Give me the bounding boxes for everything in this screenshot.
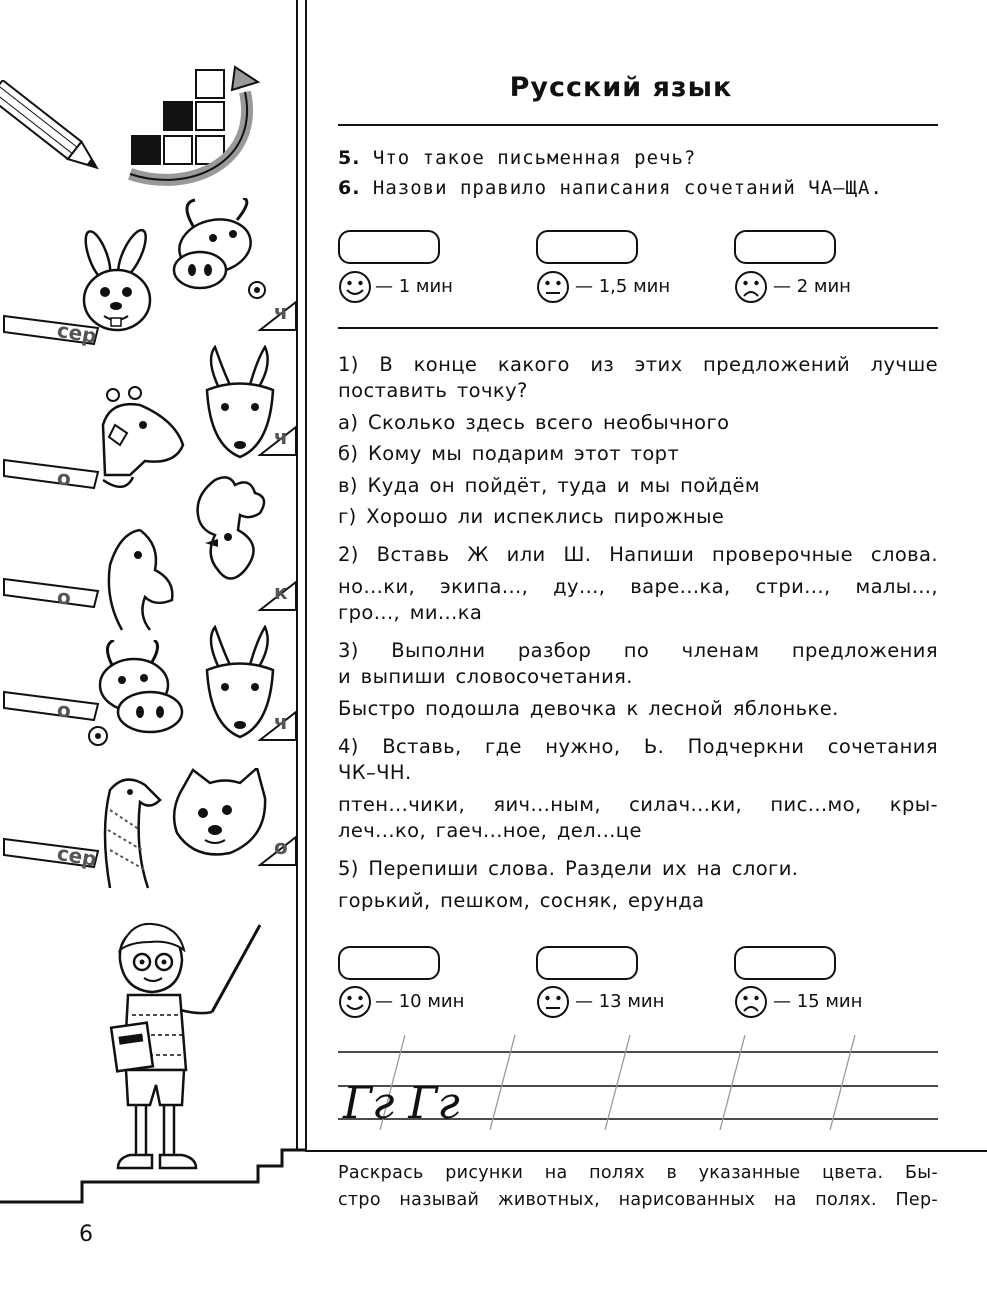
- color-tag-gray-1: [2, 312, 102, 349]
- color-tag-ch-3: [258, 710, 298, 736]
- footer-rule: [305, 1150, 987, 1152]
- task-2-question: 2) Вставь Ж или Ш. Напиши проверочные слова.: [338, 543, 938, 566]
- margin-line-outer: [296, 0, 298, 1150]
- color-tag-ch-1: [258, 300, 298, 326]
- timer-box-3[interactable]: [734, 230, 836, 264]
- ostrich-icon: [90, 770, 170, 890]
- color-tag-label: ч: [274, 300, 288, 324]
- timer-label-6: — 15 мин: [773, 991, 863, 1012]
- timer-label-5: — 13 мин: [575, 991, 665, 1012]
- timer-label-3: — 2 мин: [773, 276, 851, 297]
- timer-box-5[interactable]: [536, 946, 638, 980]
- smile-face-icon: [338, 270, 372, 304]
- color-tag-o-4: [258, 835, 298, 861]
- worksheet-content: [305, 0, 987, 1300]
- task-2-words-cont: гро..., ми...ка: [338, 601, 483, 624]
- timer-box-2[interactable]: [536, 230, 638, 264]
- smile-face-icon: [338, 985, 372, 1019]
- handwriting-sample: Гг Гг: [343, 1078, 460, 1129]
- color-tag-label: о: [57, 585, 71, 609]
- question-text: Назови правило написания сочетаний ЧА–ЩА.: [372, 177, 883, 199]
- question-number: 6.: [338, 177, 361, 199]
- timer-box-6[interactable]: [734, 946, 836, 980]
- task-1-question-cont: поставить точку?: [338, 379, 528, 402]
- color-tag-label: о: [57, 698, 71, 722]
- handwriting-lines: [335, 1030, 941, 1130]
- cat-icon: [165, 768, 270, 863]
- neutral-face-icon: [536, 270, 570, 304]
- question-6: [338, 177, 883, 199]
- question-text: Что такое письменная речь?: [372, 147, 697, 169]
- color-tag-label: сер: [55, 840, 99, 872]
- task-1-option-b: б) Кому мы подарим этот торт: [338, 442, 680, 465]
- task-4-question: 4) Вставь, где нужно, Ь. Подчеркни сочетания: [338, 735, 938, 758]
- sad-face-icon: [734, 985, 768, 1019]
- boy-with-pointer-icon: [100, 920, 270, 1180]
- task-1-option-a: а) Сколько здесь всего необычного: [338, 411, 730, 434]
- pencil-icon: [0, 80, 110, 190]
- timer-label-2: — 1,5 мин: [575, 276, 671, 297]
- footer-text-line-2: стро называй животных, нарисованных на полях. Пер-: [338, 1190, 938, 1210]
- color-tag-o-3: [2, 688, 102, 722]
- task-1-question: 1) В конце какого из этих предложений лучше: [338, 353, 938, 376]
- color-tag-k: [258, 580, 298, 606]
- neutral-face-icon: [536, 985, 570, 1019]
- task-4-question-cont: ЧК–ЧН.: [338, 761, 412, 784]
- task-4-words: птен...чики, яич...ным, силач...ки, пис...мо, кры-: [338, 793, 938, 816]
- color-tag-label: о: [274, 835, 288, 859]
- timer-label-4: — 10 мин: [375, 991, 465, 1012]
- page-title: Русский язык: [509, 72, 733, 103]
- color-tag-gray-2: [2, 835, 102, 872]
- color-tag-label: о: [57, 466, 71, 490]
- question-5: [338, 147, 696, 169]
- margin-illustrations: [0, 0, 310, 1300]
- color-tag-label: ч: [274, 425, 288, 449]
- task-3-question: 3) Выполни разбор по членам предложения: [338, 639, 938, 662]
- task-3-sentence: Быстро подошла девочка к лесной яблоньке.: [338, 697, 839, 720]
- question-number: 5.: [338, 147, 361, 169]
- color-tag-ch-2: [258, 425, 298, 451]
- task-2-words: но...ки, экипа..., ду..., варе...ка, стри..., малы...,: [338, 575, 938, 598]
- title-rule: [338, 124, 938, 126]
- task-4-words-cont: леч...ко, гаеч...ное, дел...це: [338, 819, 642, 842]
- rooster-icon: [190, 475, 275, 595]
- timer-box-4[interactable]: [338, 946, 440, 980]
- color-tag-label: к: [274, 580, 288, 604]
- squares-arrow-icon: [120, 62, 270, 192]
- task-5-question: 5) Перепиши слова. Раздели их на слоги.: [338, 857, 799, 880]
- task-3-question-cont: и выпиши словосочетания.: [338, 665, 633, 688]
- color-tag-label: ч: [274, 710, 288, 734]
- task-1-option-d: г) Хорошо ли испеклись пирожные: [338, 505, 725, 528]
- task-5-words: горький, пешком, сосняк, ерунда: [338, 889, 705, 912]
- color-tag-o-1: [2, 456, 102, 490]
- page-number: 6: [79, 1222, 93, 1247]
- duck-icon: [100, 525, 180, 635]
- timer-box-1[interactable]: [338, 230, 440, 264]
- timer-label-1: — 1 мин: [375, 276, 453, 297]
- sad-face-icon: [734, 270, 768, 304]
- color-tag-o-2: [2, 575, 102, 609]
- section-rule: [338, 327, 938, 329]
- task-1-option-c: в) Куда он пойдёт, туда и мы пойдём: [338, 474, 761, 497]
- color-tag-label: сер: [55, 317, 99, 349]
- cow-icon: [165, 198, 280, 308]
- footer-text-line-1: Раскрась рисунки на полях в указанные цвета. Бы-: [338, 1163, 938, 1183]
